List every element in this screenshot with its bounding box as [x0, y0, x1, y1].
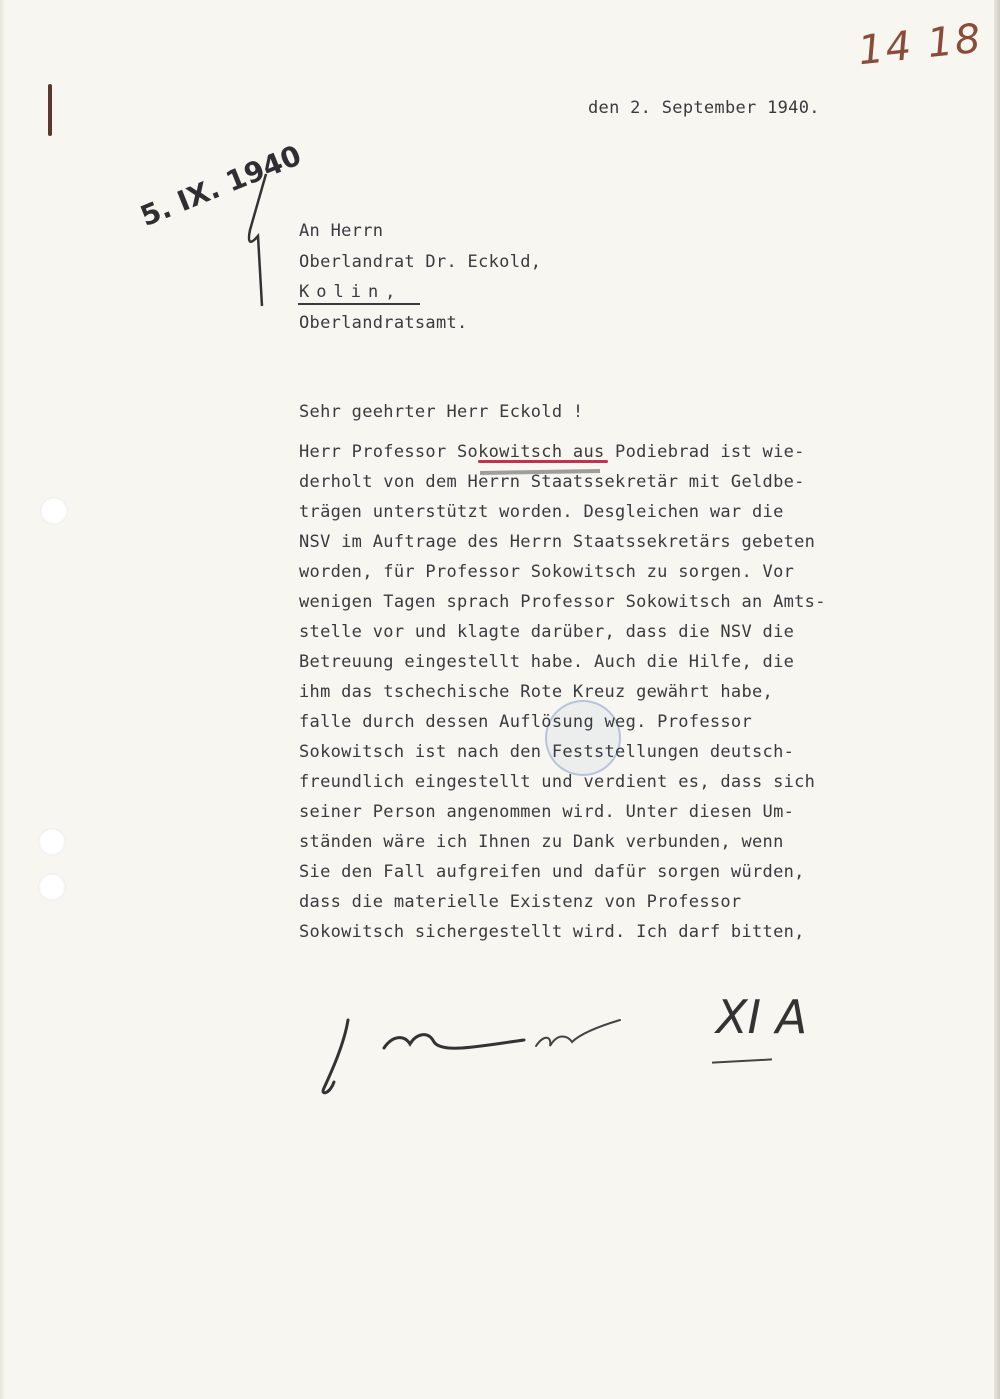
address-recipient: Oberlandrat Dr. Eckold, — [299, 252, 542, 272]
received-date-stamp: 5. IX. 1940 — [135, 138, 306, 233]
body-line: Sokowitsch sichergestellt wird. Ich darf bitten, — [299, 922, 805, 942]
handwritten-department-mark: XI A — [716, 990, 808, 1044]
stamp-slash-stroke — [228, 170, 288, 310]
body-line: Sie den Fall aufgreifen und dafür sorgen würden, — [299, 862, 805, 882]
body-line: stelle vor und klagte darüber, dass die NSV die — [299, 622, 795, 642]
body-line: trägen unterstützt worden. Desgleichen war die — [299, 502, 784, 522]
body-line: NSV im Auftrage des Herrn Staatssekretärs gebeten — [299, 532, 816, 552]
handwritten-signature — [300, 990, 660, 1100]
body-line: seiner Person angenommen wird. Unter diesen Um- — [299, 802, 795, 822]
address-salutation: An Herrn — [299, 221, 384, 241]
body-line: freundlich eingestellt und verdient es, dass sich — [299, 772, 816, 792]
city-underline — [298, 303, 420, 305]
punch-hole — [38, 828, 66, 856]
punch-hole — [38, 873, 66, 901]
body-line: Herr Professor Sokowitsch aus Podiebrad ist wie- — [299, 442, 805, 462]
body-line: ständen wäre ich Ihnen zu Dank verbunden, wenn — [299, 832, 784, 852]
paper-right-edge — [994, 0, 1000, 1399]
department-mark-underline — [712, 1058, 772, 1063]
address-office: Oberlandratsamt. — [299, 313, 468, 333]
body-line: dass die materielle Existenz von Professor — [299, 892, 742, 912]
page-number-annotation: 14 18 — [855, 15, 985, 75]
body-line: Betreuung eingestellt habe. Auch die Hilfe, die — [299, 652, 795, 672]
body-line: ihm das tschechische Rote Kreuz gewährt habe, — [299, 682, 774, 702]
body-line: Sokowitsch ist nach den Feststellungen deutsch- — [299, 742, 795, 762]
address-city: Kolin, — [299, 282, 403, 302]
date-line: den 2. September 1940. — [588, 98, 820, 118]
body-line: falle durch dessen Auflösung weg. Professor — [299, 712, 752, 732]
letter-greeting: Sehr geehrter Herr Eckold ! — [299, 402, 584, 422]
body-line: wenigen Tagen sprach Professor Sokowitsch an Amts- — [299, 592, 826, 612]
body-line: worden, für Professor Sokowitsch zu sorgen. Vor — [299, 562, 795, 582]
paper-left-edge — [0, 0, 5, 1399]
body-line: derholt von dem Herrn Staatssekretär mit Geldbe- — [299, 472, 805, 492]
punch-hole — [40, 497, 68, 525]
binder-clip-mark — [48, 84, 52, 136]
